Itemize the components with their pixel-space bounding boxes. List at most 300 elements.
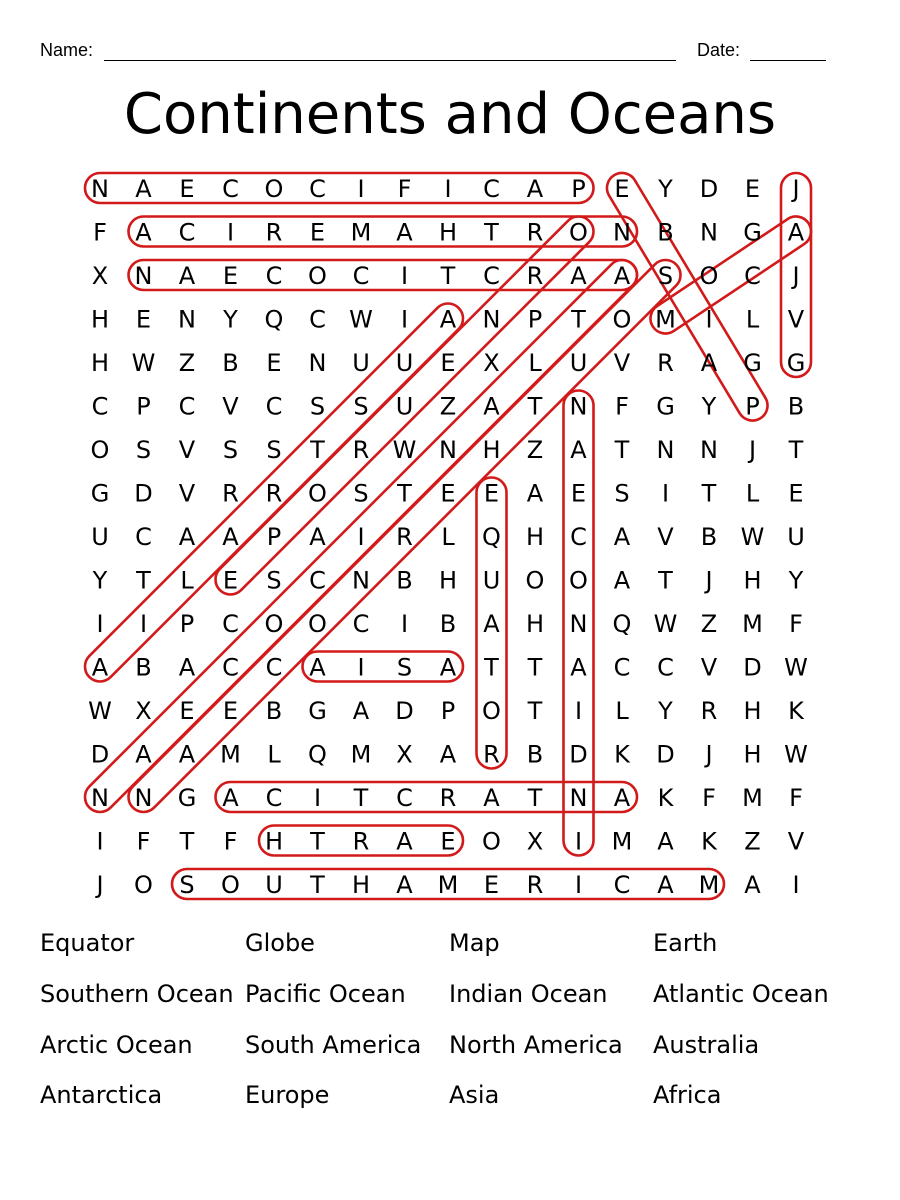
grid-letter[interactable]: E bbox=[222, 566, 239, 595]
grid-letter[interactable]: D bbox=[743, 653, 762, 682]
grid-letter[interactable]: S bbox=[657, 262, 674, 290]
grid-letter[interactable]: L bbox=[267, 740, 281, 769]
grid-letter[interactable]: M bbox=[655, 305, 676, 334]
grid-letter[interactable]: M bbox=[350, 218, 372, 247]
grid-letter[interactable]: E bbox=[222, 697, 239, 725]
grid-letter[interactable]: C bbox=[657, 653, 674, 682]
grid-letter[interactable]: I bbox=[96, 827, 104, 856]
grid-letter[interactable]: Q bbox=[482, 523, 501, 551]
grid-letter[interactable]: N bbox=[613, 218, 631, 247]
grid-letter[interactable]: U bbox=[91, 523, 109, 551]
grid-letter[interactable]: Y bbox=[658, 697, 673, 725]
grid-letter[interactable]: H bbox=[743, 740, 762, 769]
grid-letter[interactable]: L bbox=[745, 479, 760, 508]
grid-letter[interactable]: S bbox=[222, 436, 239, 464]
grid-letter[interactable]: N bbox=[700, 218, 718, 247]
grid-letter[interactable]: E bbox=[440, 479, 456, 508]
grid-letter[interactable]: R bbox=[352, 827, 370, 856]
grid-letter[interactable]: E bbox=[135, 305, 152, 334]
grid-letter[interactable]: C bbox=[613, 653, 631, 682]
grid-letter[interactable]: Z bbox=[526, 436, 544, 464]
grid-letter[interactable]: Y bbox=[223, 305, 238, 334]
grid-letter[interactable]: S bbox=[309, 392, 326, 421]
grid-letter[interactable]: T bbox=[527, 697, 543, 725]
grid-letter[interactable]: Z bbox=[744, 827, 761, 856]
grid-letter[interactable]: G bbox=[90, 479, 110, 508]
grid-letter[interactable]: G bbox=[308, 697, 327, 725]
grid-letter[interactable]: O bbox=[308, 610, 327, 638]
grid-letter[interactable]: K bbox=[657, 784, 674, 812]
grid-letter[interactable]: A bbox=[700, 349, 718, 377]
grid-letter[interactable]: E bbox=[179, 697, 195, 725]
grid-letter[interactable]: C bbox=[135, 523, 152, 551]
grid-letter[interactable]: F bbox=[93, 218, 107, 247]
grid-letter[interactable]: A bbox=[613, 523, 631, 551]
grid-letter[interactable]: C bbox=[178, 392, 196, 421]
grid-letter[interactable]: Y bbox=[701, 392, 717, 421]
grid-letter[interactable]: Y bbox=[788, 566, 804, 595]
grid-letter[interactable]: V bbox=[222, 392, 239, 421]
grid-letter[interactable]: C bbox=[309, 566, 326, 595]
grid-letter[interactable]: U bbox=[482, 566, 501, 595]
grid-letter[interactable]: C bbox=[222, 653, 239, 682]
grid-letter[interactable]: O bbox=[308, 479, 327, 508]
grid-letter[interactable]: C bbox=[309, 175, 326, 203]
grid-letter[interactable]: I bbox=[574, 871, 583, 899]
grid-letter[interactable]: D bbox=[134, 479, 153, 508]
grid-letter[interactable]: O bbox=[699, 262, 719, 290]
grid-letter[interactable]: F bbox=[397, 175, 412, 203]
grid-letter[interactable]: A bbox=[135, 218, 152, 247]
grid-letter[interactable]: H bbox=[482, 436, 501, 464]
grid-letter[interactable]: A bbox=[570, 262, 587, 290]
grid-letter[interactable]: M bbox=[742, 610, 763, 638]
grid-letter[interactable]: A bbox=[483, 392, 500, 421]
grid-letter[interactable]: H bbox=[438, 218, 458, 247]
grid-letter[interactable]: E bbox=[788, 479, 804, 508]
grid-letter[interactable]: A bbox=[178, 262, 196, 290]
grid-letter[interactable]: Z bbox=[700, 610, 718, 638]
grid-letter[interactable]: J bbox=[748, 436, 757, 464]
grid-letter[interactable]: O bbox=[264, 175, 284, 203]
grid-letter[interactable]: N bbox=[656, 436, 675, 464]
grid-letter[interactable]: G bbox=[786, 349, 806, 377]
grid-letter[interactable]: V bbox=[657, 523, 674, 551]
grid-letter[interactable]: C bbox=[570, 523, 587, 551]
grid-letter[interactable]: N bbox=[134, 262, 153, 290]
grid-letter[interactable]: X bbox=[91, 262, 109, 290]
grid-letter[interactable]: S bbox=[396, 653, 413, 682]
grid-letter[interactable]: V bbox=[178, 479, 196, 508]
grid-letter[interactable]: H bbox=[525, 523, 545, 551]
grid-letter[interactable]: S bbox=[179, 871, 195, 899]
grid-letter[interactable]: N bbox=[569, 784, 588, 812]
grid-letter[interactable]: W bbox=[653, 610, 678, 638]
grid-letter[interactable]: I bbox=[574, 827, 583, 856]
grid-letter[interactable]: A bbox=[309, 523, 326, 551]
grid-letter[interactable]: N bbox=[134, 784, 153, 812]
grid-letter[interactable]: C bbox=[352, 262, 370, 290]
grid-letter[interactable]: C bbox=[222, 610, 239, 638]
grid-letter[interactable]: R bbox=[700, 697, 718, 725]
grid-letter[interactable]: T bbox=[527, 784, 543, 812]
grid-letter[interactable]: J bbox=[792, 175, 800, 203]
grid-letter[interactable]: A bbox=[178, 523, 196, 551]
grid-letter[interactable]: N bbox=[178, 305, 196, 334]
grid-letter[interactable]: A bbox=[483, 610, 500, 638]
grid-letter[interactable]: M bbox=[698, 871, 720, 899]
grid-letter[interactable]: I bbox=[400, 610, 409, 638]
grid-letter[interactable]: T bbox=[527, 392, 543, 421]
date-label: Date: bbox=[697, 40, 741, 60]
grid-letter[interactable]: I bbox=[226, 218, 235, 247]
grid-letter[interactable]: O bbox=[525, 566, 545, 595]
grid-letter[interactable]: N bbox=[569, 392, 588, 421]
grid-letter[interactable]: P bbox=[745, 392, 760, 421]
grid-letter[interactable]: C bbox=[396, 784, 413, 812]
grid-letter[interactable]: A bbox=[613, 784, 631, 812]
grid-letter[interactable]: E bbox=[266, 349, 282, 377]
grid-letter[interactable]: H bbox=[90, 349, 110, 377]
grid-letter[interactable]: B bbox=[439, 610, 457, 638]
grid-letter[interactable]: Z bbox=[178, 349, 196, 377]
grid-letter[interactable]: R bbox=[526, 218, 544, 247]
grid-letter[interactable]: A bbox=[178, 653, 196, 682]
grid-letter[interactable]: T bbox=[353, 784, 369, 812]
grid-letter[interactable]: A bbox=[91, 653, 109, 682]
grid-letter[interactable]: X bbox=[396, 740, 413, 769]
grid-letter[interactable]: X bbox=[135, 697, 152, 725]
grid-letter[interactable]: A bbox=[526, 175, 544, 203]
grid-letter[interactable]: A bbox=[352, 697, 370, 725]
grid-letter[interactable]: V bbox=[787, 305, 805, 334]
grid-letter[interactable]: E bbox=[570, 479, 587, 508]
grid-letter[interactable]: C bbox=[265, 653, 283, 682]
grid-letter[interactable]: W bbox=[88, 697, 112, 725]
grid-letter[interactable]: D bbox=[569, 740, 588, 769]
grid-letter[interactable]: V bbox=[613, 349, 631, 377]
grid-letter[interactable]: T bbox=[658, 566, 673, 595]
grid-letter[interactable]: I bbox=[313, 784, 322, 812]
grid-letter[interactable]: B bbox=[265, 697, 283, 725]
grid-letter[interactable]: X bbox=[526, 827, 544, 856]
grid-letter[interactable]: S bbox=[614, 479, 630, 508]
grid-letter[interactable]: J bbox=[705, 740, 713, 769]
grid-letter[interactable]: O bbox=[569, 218, 588, 247]
grid-letter[interactable]: A bbox=[222, 784, 239, 812]
grid-letter[interactable]: O bbox=[482, 827, 501, 856]
grid-letter[interactable]: I bbox=[400, 262, 409, 290]
grid-letter[interactable]: B bbox=[787, 392, 805, 421]
grid-letter[interactable]: N bbox=[482, 305, 501, 334]
grid-letter[interactable]: T bbox=[136, 566, 151, 595]
grid-letter[interactable]: B bbox=[396, 566, 413, 595]
grid-letter[interactable]: F bbox=[136, 827, 151, 856]
grid-letter[interactable]: H bbox=[351, 871, 371, 899]
grid-letter[interactable]: T bbox=[179, 827, 195, 856]
grid-letter[interactable]: D bbox=[656, 740, 675, 769]
grid-letter[interactable]: L bbox=[745, 305, 760, 334]
grid-letter[interactable]: W bbox=[392, 436, 417, 464]
grid-letter[interactable]: T bbox=[527, 653, 543, 682]
grid-letter[interactable]: I bbox=[661, 479, 670, 508]
grid-letter[interactable]: A bbox=[396, 218, 413, 247]
grid-letter[interactable]: P bbox=[136, 392, 151, 421]
grid-letter[interactable]: I bbox=[357, 175, 365, 203]
grid-letter[interactable]: E bbox=[744, 175, 761, 203]
grid-letter[interactable]: S bbox=[353, 479, 369, 508]
grid-letter[interactable]: C bbox=[483, 175, 500, 203]
grid-letter[interactable]: M bbox=[220, 740, 241, 769]
grid-letter[interactable]: A bbox=[396, 871, 413, 899]
grid-letter[interactable]: A bbox=[439, 653, 457, 682]
grid-letter[interactable]: S bbox=[266, 566, 282, 595]
word-list-item: Atlantic Ocean bbox=[653, 980, 829, 1008]
grid-letter[interactable]: C bbox=[265, 262, 283, 290]
grid-letter[interactable]: J bbox=[792, 262, 800, 290]
grid-letter[interactable]: W bbox=[131, 349, 156, 377]
grid-letter[interactable]: R bbox=[352, 436, 370, 464]
grid-letter[interactable]: C bbox=[744, 262, 761, 290]
grid-letter[interactable]: O bbox=[569, 566, 588, 595]
grid-letter[interactable]: C bbox=[91, 392, 109, 421]
grid-letter[interactable]: F bbox=[789, 784, 803, 812]
grid-letter[interactable]: C bbox=[265, 784, 283, 812]
grid-letter[interactable]: A bbox=[526, 479, 544, 508]
grid-letter[interactable]: A bbox=[135, 175, 152, 203]
grid-letter[interactable]: V bbox=[700, 653, 718, 682]
grid-letter[interactable]: K bbox=[788, 697, 804, 725]
grid-letter[interactable]: R bbox=[439, 784, 457, 812]
grid-letter[interactable]: U bbox=[352, 349, 370, 377]
grid-letter[interactable]: W bbox=[784, 653, 808, 682]
grid-letter[interactable]: T bbox=[310, 827, 325, 856]
word-list-item: Australia bbox=[653, 1031, 760, 1059]
grid-letter[interactable]: S bbox=[266, 436, 282, 464]
grid-letter[interactable]: A bbox=[483, 784, 500, 812]
word-list-item: Map bbox=[449, 929, 500, 957]
grid-letter[interactable]: A bbox=[657, 871, 674, 899]
grid-letter[interactable]: T bbox=[484, 218, 499, 247]
grid-letter[interactable]: C bbox=[483, 262, 500, 290]
grid-letter[interactable]: I bbox=[357, 523, 365, 551]
grid-letter[interactable]: T bbox=[484, 653, 499, 682]
grid-letter[interactable]: R bbox=[526, 871, 544, 899]
grid-letter[interactable]: E bbox=[440, 349, 456, 377]
grid-letter[interactable]: T bbox=[614, 436, 630, 464]
grid-letter[interactable]: A bbox=[744, 871, 761, 899]
grid-letter[interactable]: N bbox=[308, 349, 327, 377]
grid-letter[interactable]: P bbox=[571, 175, 586, 203]
grid-letter[interactable]: N bbox=[352, 566, 370, 595]
grid-letter[interactable]: S bbox=[353, 392, 369, 421]
word-list-item: Pacific Ocean bbox=[245, 980, 406, 1008]
grid-letter[interactable]: R bbox=[265, 479, 283, 508]
grid-letter[interactable]: I bbox=[357, 653, 365, 682]
grid-letter[interactable]: N bbox=[569, 610, 588, 638]
grid-letter[interactable]: I bbox=[139, 610, 148, 638]
grid-letter[interactable]: O bbox=[134, 871, 153, 899]
grid-letter[interactable]: B bbox=[135, 653, 152, 682]
grid-letter[interactable]: P bbox=[266, 523, 282, 551]
grid-letter[interactable]: E bbox=[440, 827, 456, 856]
grid-letter[interactable]: I bbox=[400, 305, 409, 334]
grid-letter[interactable]: V bbox=[178, 436, 196, 464]
grid-letter[interactable]: A bbox=[396, 827, 413, 856]
grid-letter[interactable]: R bbox=[657, 349, 674, 377]
grid-letter[interactable]: G bbox=[743, 218, 762, 247]
grid-letter[interactable]: H bbox=[90, 305, 110, 334]
grid-letter[interactable]: F bbox=[615, 392, 629, 421]
grid-letter[interactable]: A bbox=[178, 740, 196, 769]
grid-letter[interactable]: N bbox=[700, 436, 718, 464]
grid-letter[interactable]: D bbox=[699, 175, 719, 203]
grid-letter[interactable]: Q bbox=[308, 740, 327, 769]
grid-letter[interactable]: R bbox=[396, 523, 413, 551]
grid-letter[interactable]: O bbox=[221, 871, 240, 899]
grid-letter[interactable]: Q bbox=[612, 610, 632, 638]
grid-letter[interactable]: Q bbox=[264, 305, 284, 334]
grid-letter[interactable]: V bbox=[787, 827, 805, 856]
grid-letter[interactable]: W bbox=[349, 305, 373, 334]
grid-letter[interactable]: H bbox=[525, 610, 545, 638]
grid-letter[interactable]: C bbox=[178, 218, 196, 247]
grid-letter[interactable]: L bbox=[528, 349, 542, 377]
grid-letter[interactable]: F bbox=[789, 610, 803, 638]
word-list-item: Southern Ocean bbox=[40, 980, 234, 1008]
grid-letter[interactable]: C bbox=[309, 305, 326, 334]
grid-letter[interactable]: I bbox=[444, 175, 452, 203]
grid-letter[interactable]: U bbox=[395, 349, 414, 377]
grid-letter[interactable]: E bbox=[222, 262, 239, 290]
grid-letter[interactable]: A bbox=[613, 262, 631, 290]
grid-letter[interactable]: G bbox=[177, 784, 197, 812]
name-label: Name: bbox=[40, 40, 94, 60]
grid-letter[interactable]: C bbox=[265, 392, 283, 421]
grid-letter[interactable]: B bbox=[700, 523, 718, 551]
grid-letter[interactable]: U bbox=[787, 523, 805, 551]
grid-letter[interactable]: N bbox=[91, 784, 109, 812]
grid-letter[interactable]: U bbox=[569, 349, 588, 377]
grid-letter[interactable]: I bbox=[96, 610, 104, 638]
grid-letter[interactable]: R bbox=[222, 479, 239, 508]
grid-letter[interactable]: U bbox=[265, 871, 283, 899]
grid-letter[interactable]: A bbox=[570, 653, 587, 682]
grid-letter[interactable]: Z bbox=[439, 392, 457, 421]
grid-letter[interactable]: G bbox=[743, 349, 762, 377]
grid-letter[interactable]: K bbox=[701, 827, 717, 856]
grid-letter[interactable]: U bbox=[395, 392, 414, 421]
grid-letter[interactable]: B bbox=[222, 349, 239, 377]
grid-letter[interactable]: A bbox=[439, 305, 457, 334]
grid-letter[interactable]: N bbox=[91, 175, 109, 203]
grid-letter[interactable]: D bbox=[395, 697, 414, 725]
grid-letter[interactable]: A bbox=[309, 653, 326, 682]
grid-letter[interactable]: Y bbox=[92, 566, 108, 595]
grid-letter[interactable]: J bbox=[705, 566, 713, 595]
grid-letter[interactable]: I bbox=[574, 697, 583, 725]
grid-letter[interactable]: A bbox=[657, 827, 674, 856]
grid-letter[interactable]: T bbox=[788, 436, 804, 464]
grid-letter[interactable]: O bbox=[612, 305, 632, 334]
grid-letter[interactable]: O bbox=[264, 610, 284, 638]
grid-letter[interactable]: S bbox=[135, 436, 152, 464]
grid-letter[interactable]: L bbox=[441, 523, 455, 551]
grid-letter[interactable]: E bbox=[483, 871, 500, 899]
grid-letter[interactable]: E bbox=[614, 175, 630, 203]
grid-letter[interactable]: I bbox=[792, 871, 800, 899]
grid-letter[interactable]: T bbox=[440, 262, 456, 290]
grid-letter[interactable]: K bbox=[614, 740, 630, 769]
grid-letter[interactable]: B bbox=[526, 740, 544, 769]
grid-letter[interactable]: P bbox=[440, 697, 456, 725]
grid-letter[interactable]: L bbox=[180, 566, 194, 595]
grid-letter[interactable]: C bbox=[222, 175, 239, 203]
grid-letter[interactable]: Y bbox=[658, 175, 673, 203]
grid-letter[interactable]: A bbox=[439, 740, 457, 769]
grid-letter[interactable]: R bbox=[483, 740, 500, 769]
grid-letter[interactable]: M bbox=[742, 784, 763, 812]
grid-letter[interactable]: F bbox=[702, 784, 716, 812]
grid-letter[interactable]: G bbox=[656, 392, 675, 421]
grid-letter[interactable]: P bbox=[179, 610, 195, 638]
grid-letter[interactable]: H bbox=[743, 697, 762, 725]
grid-letter[interactable]: H bbox=[438, 566, 458, 595]
grid-letters bbox=[88, 175, 808, 899]
grid-letter[interactable]: E bbox=[483, 479, 500, 508]
grid-letter[interactable]: T bbox=[701, 479, 717, 508]
grid-letter[interactable]: T bbox=[310, 436, 325, 464]
found-word-highlight bbox=[85, 173, 594, 203]
grid-letter[interactable]: C bbox=[352, 610, 370, 638]
grid-letter[interactable]: R bbox=[265, 218, 283, 247]
grid-letter[interactable]: A bbox=[787, 218, 805, 247]
grid-letter[interactable]: M bbox=[611, 827, 633, 856]
grid-letter[interactable]: A bbox=[135, 740, 152, 769]
grid-letter[interactable]: L bbox=[615, 697, 629, 725]
grid-letter[interactable]: H bbox=[743, 566, 762, 595]
grid-letter[interactable]: F bbox=[223, 827, 238, 856]
grid-letter[interactable]: A bbox=[570, 436, 587, 464]
grid-letter[interactable]: B bbox=[657, 218, 674, 247]
grid-letter[interactable]: H bbox=[264, 827, 284, 856]
grid-letter[interactable]: A bbox=[222, 523, 239, 551]
grid-letter[interactable]: E bbox=[179, 175, 195, 203]
grid-letter[interactable]: C bbox=[613, 871, 631, 899]
grid-letter[interactable]: R bbox=[526, 262, 544, 290]
grid-letter[interactable]: M bbox=[437, 871, 459, 899]
grid-letter[interactable]: O bbox=[482, 697, 501, 725]
grid-letter[interactable]: W bbox=[740, 523, 765, 551]
grid-letter[interactable]: I bbox=[705, 305, 713, 334]
grid-letter[interactable]: A bbox=[613, 566, 631, 595]
grid-letter[interactable]: P bbox=[527, 305, 543, 334]
grid-letter[interactable]: E bbox=[309, 218, 326, 247]
grid-letter[interactable]: O bbox=[308, 262, 327, 290]
grid-letter[interactable]: J bbox=[96, 871, 104, 899]
grid-letter[interactable]: D bbox=[90, 740, 110, 769]
found-word-highlight bbox=[129, 260, 638, 290]
grid-letter[interactable]: T bbox=[571, 305, 586, 334]
grid-letter[interactable]: W bbox=[784, 740, 808, 769]
grid-letter[interactable]: N bbox=[439, 436, 457, 464]
grid-letter[interactable]: X bbox=[483, 349, 500, 377]
grid-letter[interactable]: M bbox=[350, 740, 372, 769]
grid-letter[interactable]: O bbox=[90, 436, 110, 464]
grid-letter[interactable]: T bbox=[310, 871, 325, 899]
word-list-item: Asia bbox=[449, 1081, 500, 1109]
grid-letter[interactable]: T bbox=[397, 479, 412, 508]
